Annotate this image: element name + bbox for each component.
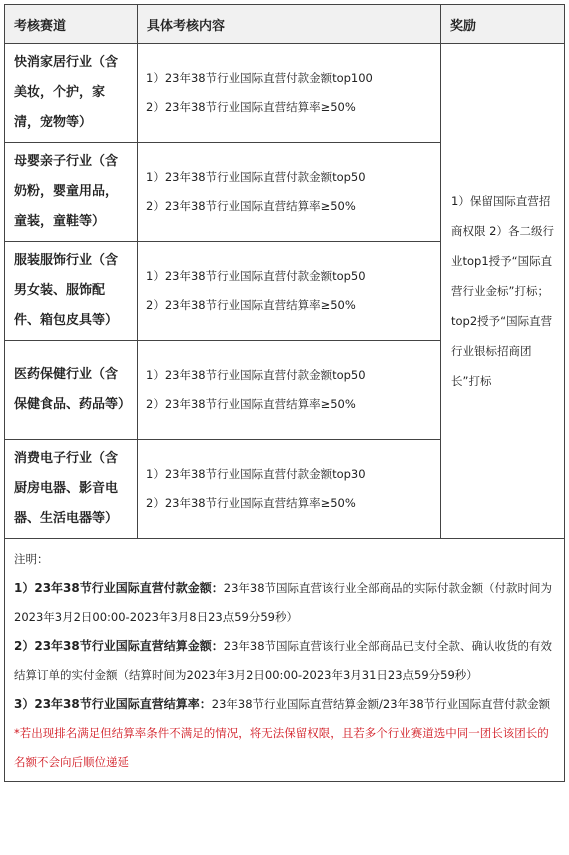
notes-section [5,539,564,781]
criteria-line: 1）23年38节行业国际直营付款金额top30 [146,467,366,481]
criteria-line: 2）23年38节行业国际直营结算率≥50% [146,199,356,213]
track-name: 服装服饰行业（含男女装、服饰配件、箱包皮具等） [14,253,119,328]
header-track: 考核赛道 [5,5,138,44]
notes-title: 注明： [14,552,49,566]
note-item [14,690,555,719]
criteria-line: 1）23年38节行业国际直营付款金额top50 [146,368,366,382]
note-text: 23年38节国际直营该行业全部商品已支付全款、确认收货的有效结算订单的实付金额（结算时间为2023年3月2日00:00-2023年3月31日23点59分59秒） [14,639,553,682]
note-item [14,632,555,690]
note-label: 1）23年38节行业国际直营付款金额： [14,581,224,595]
table-header-row [5,5,565,44]
note-text: 23年38节行业国际直营结算金额/23年38节行业国际直营付款金额 [211,697,551,711]
reward-text: 1）保留国际直营招商权限 2）各二级行业top1授予“国际直营行业金标”打标；top2授予“国际直营行业银标招商团长”打标 [451,194,554,388]
notes-row [5,539,565,782]
track-name: 消费电子行业（含厨房电器、影音电器、生活电器等） [14,451,119,526]
criteria-line: 1）23年38节行业国际直营付款金额top50 [146,170,366,184]
table-row [5,44,565,143]
header-reward: 奖励 [441,5,565,44]
criteria-line: 2）23年38节行业国际直营结算率≥50% [146,496,356,510]
assessment-table [4,4,565,782]
warning-note: *若出现排名满足但结算率条件不满足的情况，将无法保留权限，且若多个行业赛道选中同一团长该团长的名额不会向后顺位递延 [14,726,549,769]
track-name: 快消家居行业（含美妆，个护，家清，宠物等） [14,55,119,130]
note-label: 2）23年38节行业国际直营结算金额： [14,639,224,653]
header-criteria: 具体考核内容 [138,5,441,44]
track-name: 母婴亲子行业（含奶粉，婴童用品，童装，童鞋等） [14,154,119,229]
track-name: 医药保健行业（含保健食品、药品等） [14,367,132,412]
criteria-line: 1）23年38节行业国际直营付款金额top100 [146,71,373,85]
criteria-line: 2）23年38节行业国际直营结算率≥50% [146,298,356,312]
note-label: 3）23年38节行业国际直营结算率： [14,697,212,711]
note-text: 23年38节国际直营该行业全部商品的实际付款金额（付款时间为2023年3月2日00:00-2023年3月8日23点59分59秒） [14,581,553,624]
note-item [14,574,555,632]
criteria-line: 2）23年38节行业国际直营结算率≥50% [146,100,356,114]
criteria-line: 1）23年38节行业国际直营付款金额top50 [146,269,366,283]
criteria-line: 2）23年38节行业国际直营结算率≥50% [146,397,356,411]
